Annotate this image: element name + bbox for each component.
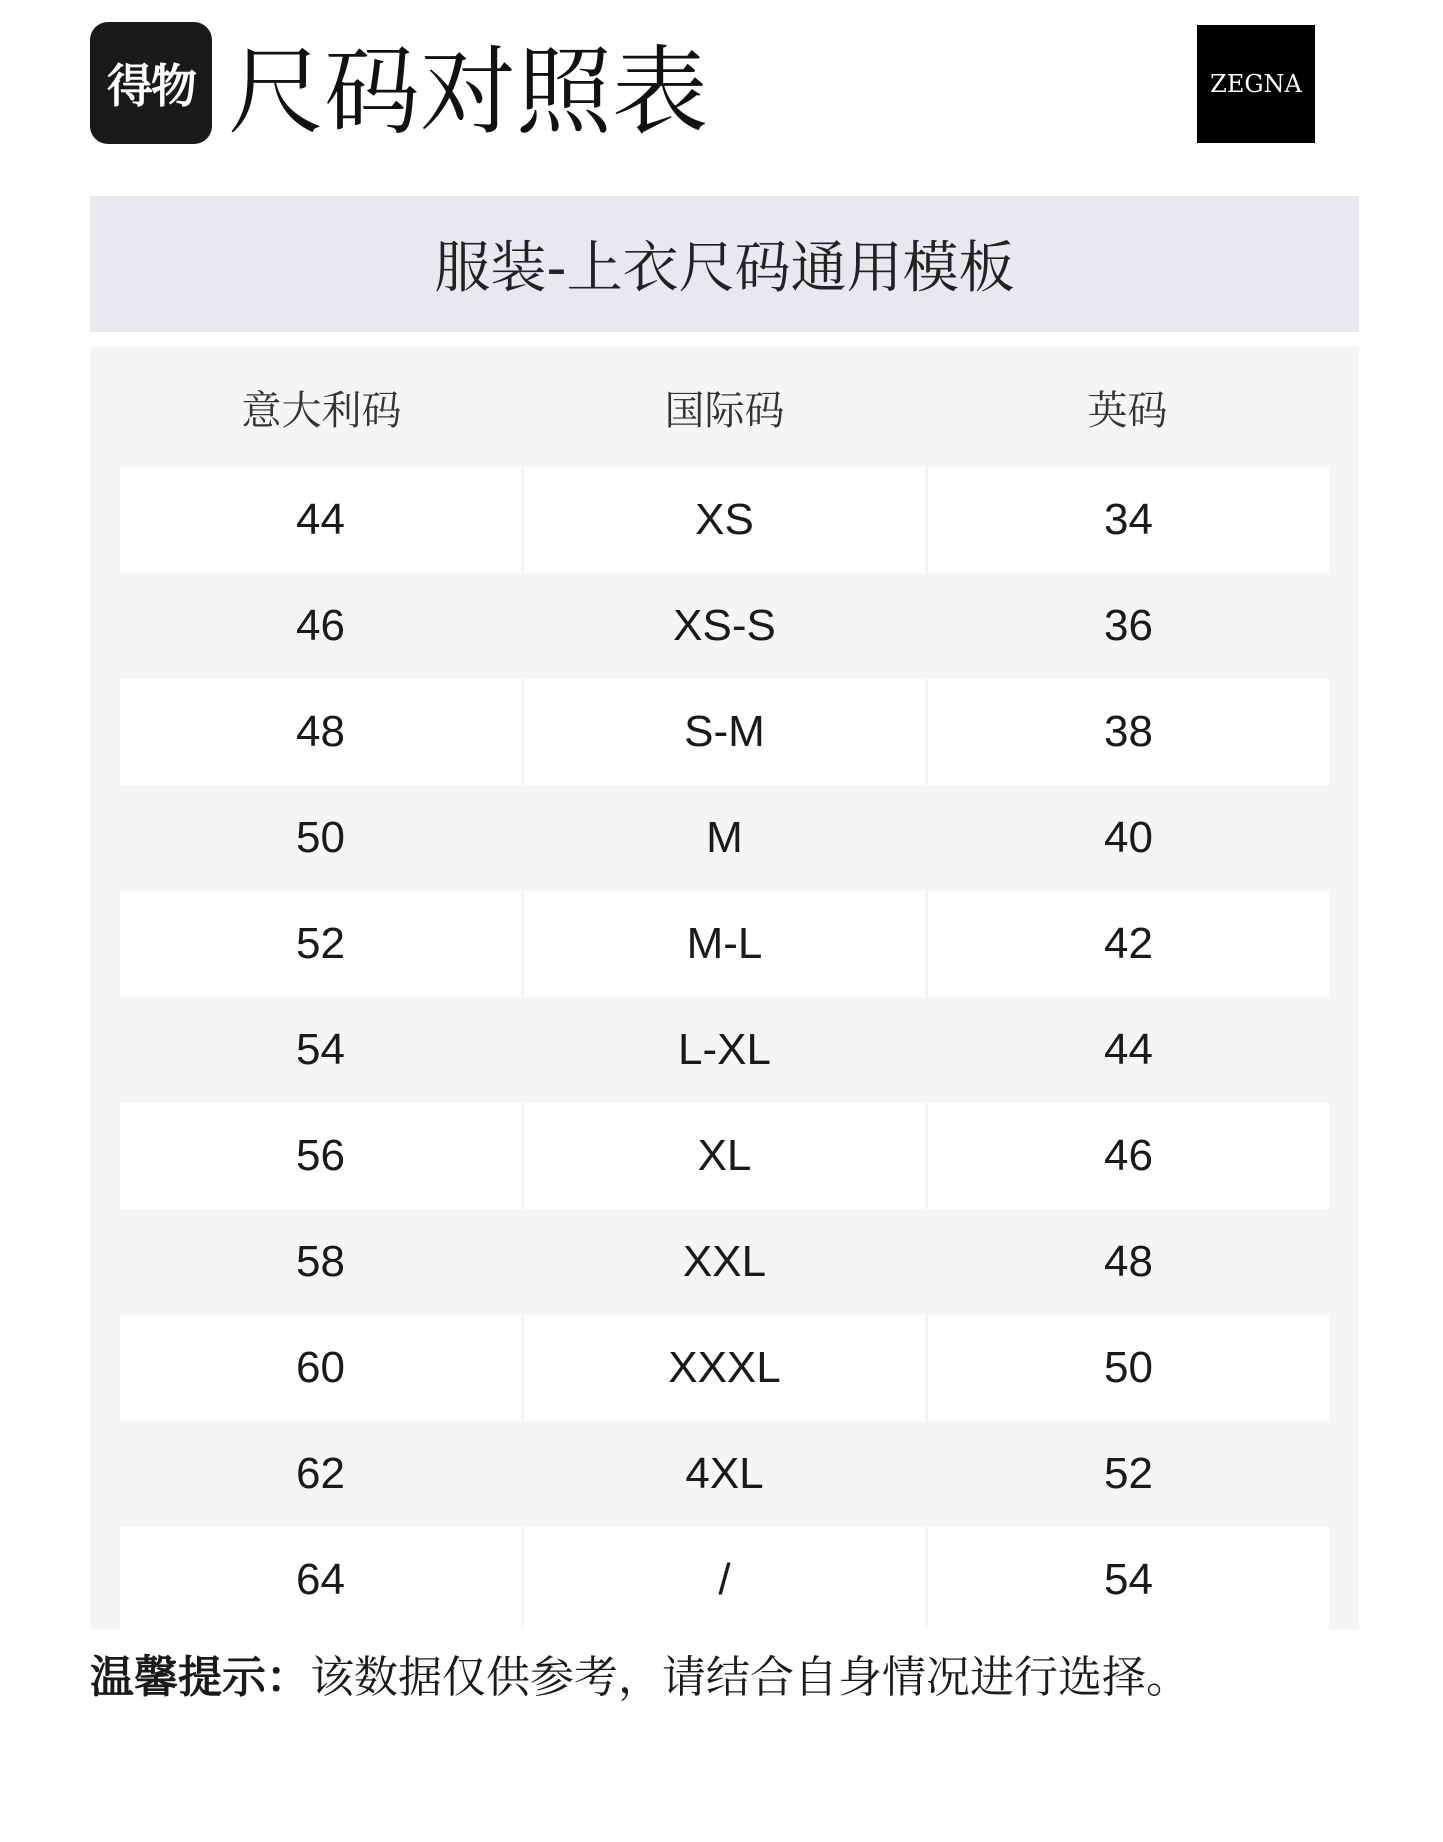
header	[90, 22, 1353, 152]
table-row	[120, 891, 1329, 997]
table-cell: S-M	[524, 679, 925, 785]
table-cell: 60	[120, 1315, 521, 1421]
column-header-italian: 意大利码	[241, 387, 402, 434]
table-cell: 62	[120, 1421, 521, 1527]
table-body	[120, 467, 1329, 1629]
table-cell: 52	[928, 1421, 1329, 1527]
page-title: 尺码对照表	[228, 36, 708, 148]
table-cell: 48	[928, 1209, 1329, 1315]
table-cell: 34	[928, 467, 1329, 573]
table-cell: 54	[120, 997, 521, 1103]
table-row	[120, 467, 1329, 573]
table-row	[120, 1103, 1329, 1209]
table-cell: 4XL	[524, 1421, 925, 1527]
template-title: 服装-上衣尺码通用模板	[90, 196, 1359, 332]
table-cell: 36	[928, 573, 1329, 679]
table-cell: 46	[120, 573, 521, 679]
table-cell: 38	[928, 679, 1329, 785]
table-row	[120, 1421, 1329, 1527]
app-logo: 得物	[90, 22, 212, 144]
table-cell: XXXL	[524, 1315, 925, 1421]
table-cell: 54	[928, 1527, 1329, 1629]
table-header-row	[120, 347, 1329, 467]
table-cell: 58	[120, 1209, 521, 1315]
table-cell: 56	[120, 1103, 521, 1209]
tip-text: 该数据仅供参考，请结合自身情况进行选择。	[310, 1652, 1190, 1703]
table-row	[120, 1209, 1329, 1315]
tip-label: 温馨提示：	[90, 1652, 310, 1703]
table-cell: 40	[928, 785, 1329, 891]
table-cell: 44	[928, 997, 1329, 1103]
table-cell: 48	[120, 679, 521, 785]
table-row	[120, 997, 1329, 1103]
table-cell: 52	[120, 891, 521, 997]
table-cell: 42	[928, 891, 1329, 997]
table-cell: 50	[120, 785, 521, 891]
table-row	[120, 1315, 1329, 1421]
table-cell: 44	[120, 467, 521, 573]
table-cell: XL	[524, 1103, 925, 1209]
table-row	[120, 785, 1329, 891]
table-cell: L-XL	[524, 997, 925, 1103]
table-cell: XS	[524, 467, 925, 573]
tip-note	[90, 1648, 1190, 1708]
table-cell: 64	[120, 1527, 521, 1629]
size-table	[90, 347, 1359, 1629]
table-cell: M-L	[524, 891, 925, 997]
table-cell: 50	[928, 1315, 1329, 1421]
table-row	[120, 679, 1329, 785]
table-cell: M	[524, 785, 925, 891]
column-header-uk: 英码	[1087, 387, 1168, 434]
brand-logo: ZEGNA	[1197, 25, 1315, 143]
table-cell: /	[524, 1527, 925, 1629]
table-row	[120, 1527, 1329, 1629]
table-cell: 46	[928, 1103, 1329, 1209]
table-cell: XXL	[524, 1209, 925, 1315]
table-cell: XS-S	[524, 573, 925, 679]
table-row	[120, 573, 1329, 679]
column-header-international: 国际码	[664, 387, 785, 434]
